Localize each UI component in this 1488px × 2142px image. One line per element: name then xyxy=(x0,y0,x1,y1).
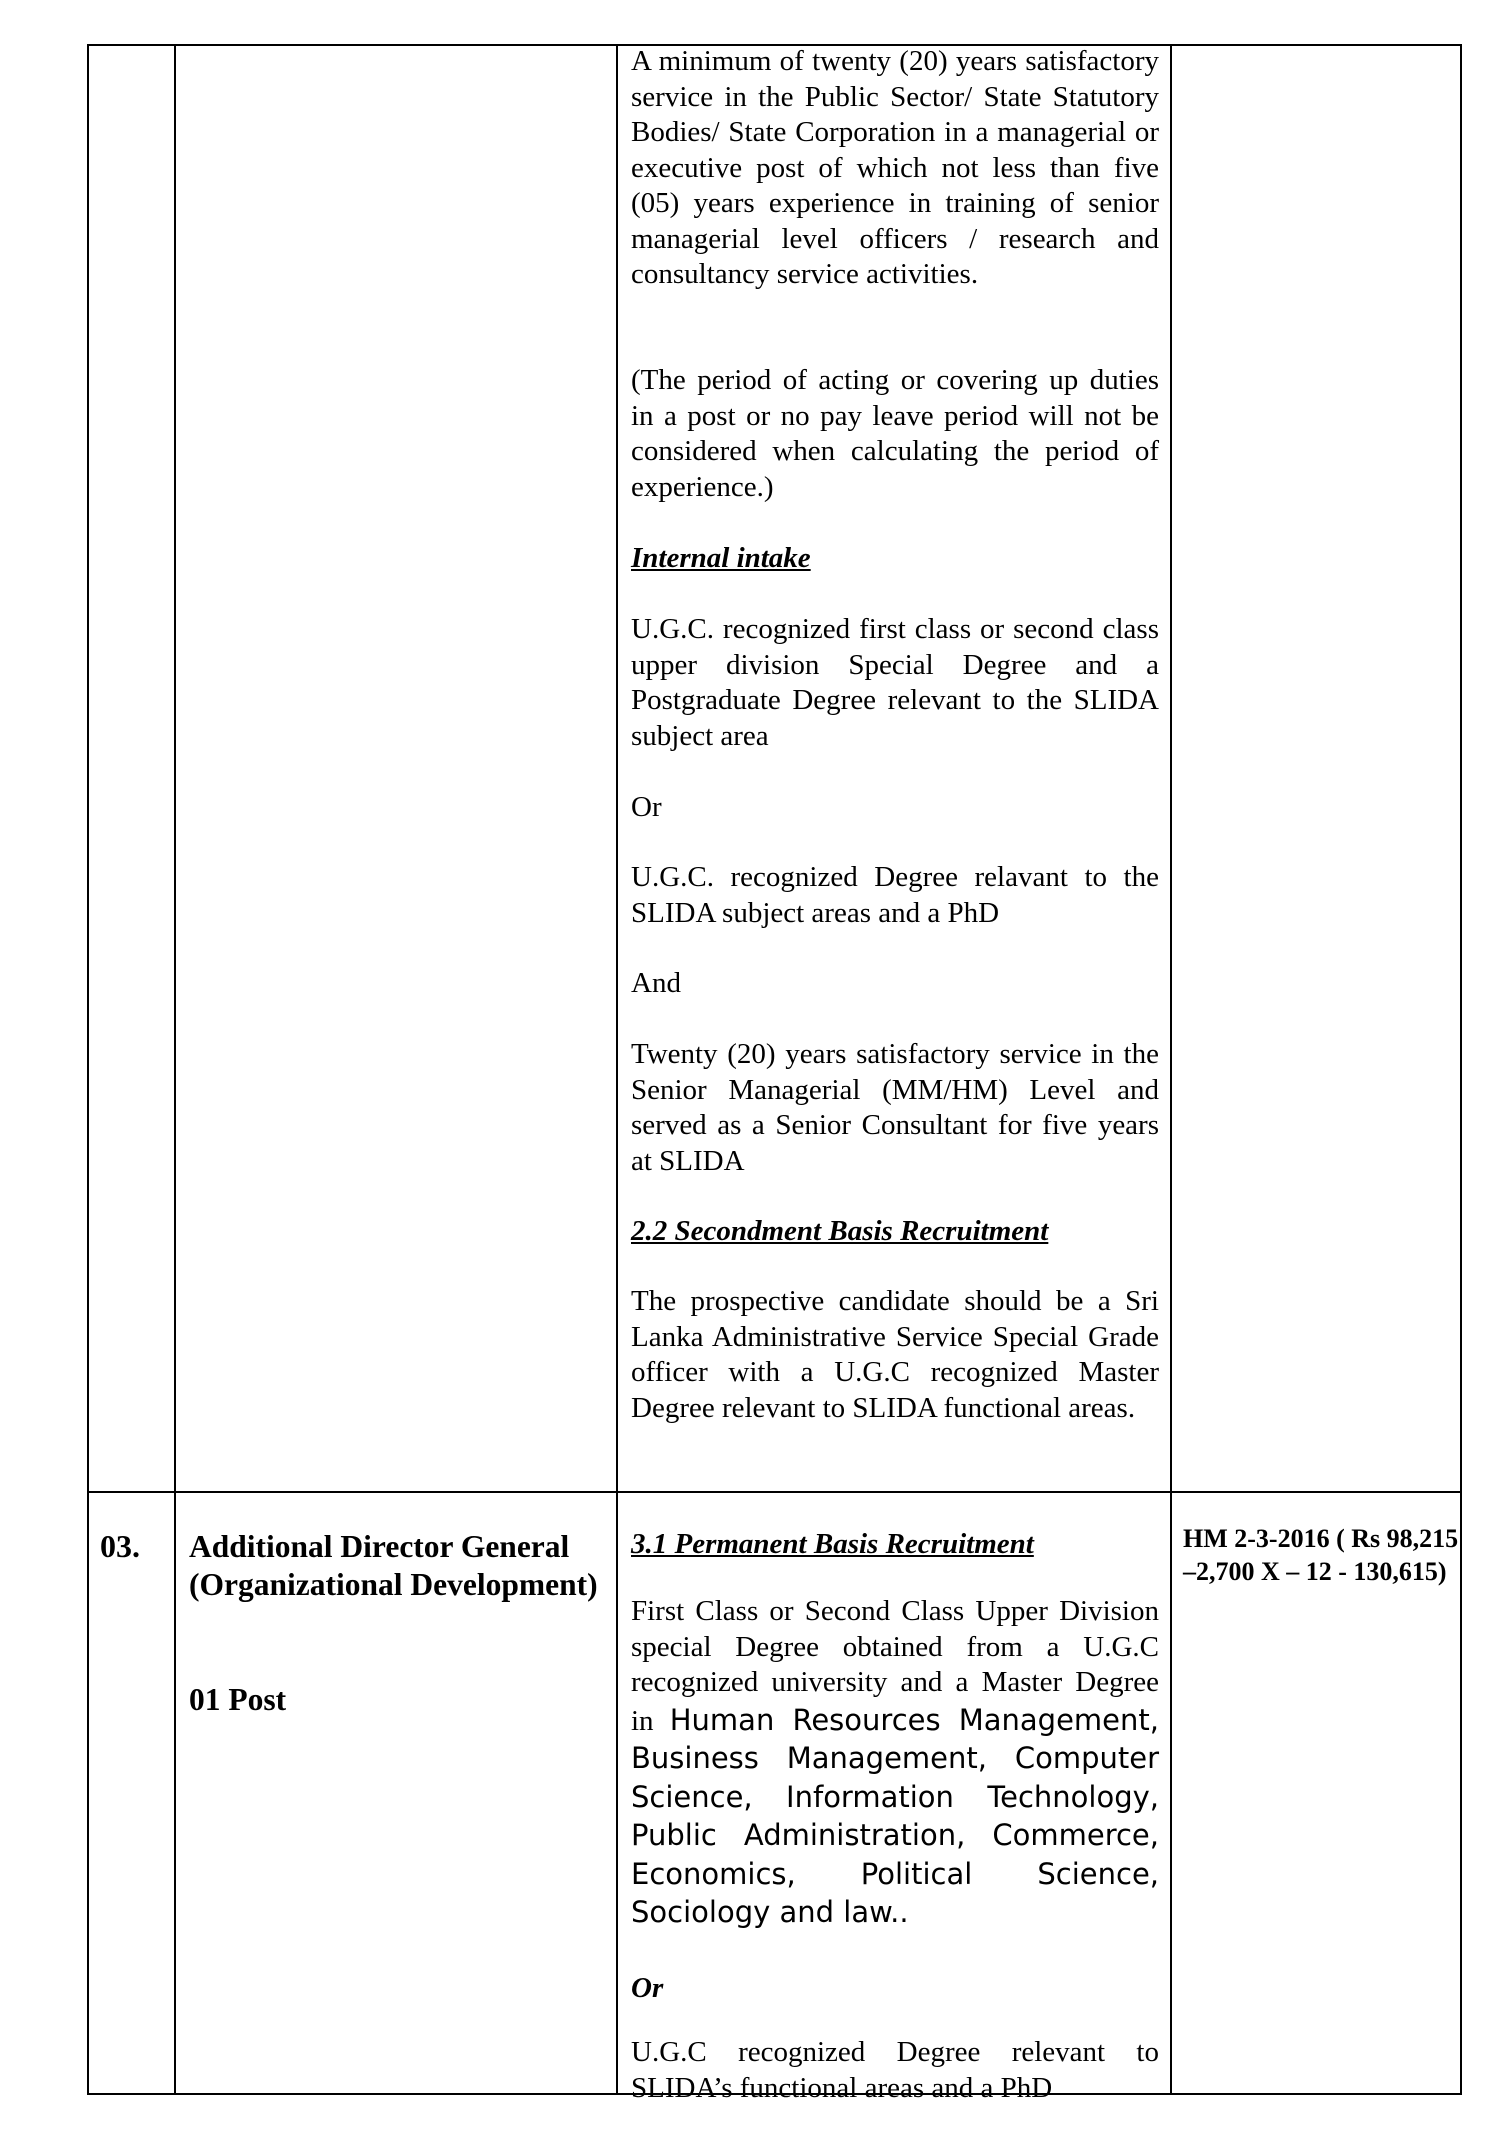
secondment-heading: 2.2 Secondment Basis Recruitment xyxy=(631,1215,1049,1247)
acting-period-note: (The period of acting or covering up duties in a post or no pay leave period will not be considered when calculating the period of experience.) xyxy=(631,364,1159,503)
internal-degree-requirement: U.G.C. recognized first class or second class upper division Special Degree and a Postgraduate Degree relevant to the SLIDA subject area xyxy=(631,613,1159,752)
degree-requirement xyxy=(631,1594,1159,1932)
post-count: 01 Post xyxy=(189,1682,287,1717)
internal-intake-heading: Internal intake xyxy=(631,542,811,574)
row-number: 03. xyxy=(100,1528,140,1564)
column-divider-1 xyxy=(174,44,176,2095)
table-border-right xyxy=(1460,44,1462,2095)
table-border-left xyxy=(87,44,89,2095)
or-separator: Or xyxy=(631,791,662,823)
column-divider-3 xyxy=(1170,44,1172,2095)
senior-service-requirement: Twenty (20) years satisfactory service in the Senior Managerial (MM/HM) Level and served as a Senior Consultant for five years at SLIDA xyxy=(631,1038,1159,1177)
phd-alternative: U.G.C recognized Degree relevant to SLIDA’s functional areas and a PhD xyxy=(631,2036,1159,2104)
qualifications-cell-row-2 xyxy=(631,1491,1159,2104)
or-label: Or xyxy=(631,1972,664,2004)
and-separator: And xyxy=(631,967,681,999)
salary-scale: HM 2-3-2016 ( Rs 98,215 –2,700 X – 12 - 130,615) xyxy=(1183,1524,1459,1586)
phd-requirement: U.G.C. recognized Degree relavant to the SLIDA subject areas and a PhD xyxy=(631,861,1159,929)
permanent-basis-heading: 3.1 Permanent Basis Recruitment xyxy=(631,1528,1034,1560)
secondment-requirement: The prospective candidate should be a Sri Lanka Administrative Service Special Grade officer with a U.G.C recognized Master Degree relevant to SLIDA functional areas. xyxy=(631,1285,1159,1424)
experience-requirement: A minimum of twenty (20) years satisfactory service in the Public Sector/ State Statutory Bodies/ State Corporation in a managerial or executive post of which not less than five (05) years experience in training of senior managerial level officers / research and consultancy service activities. xyxy=(631,45,1159,290)
subject-fields: Human Resources Management, Business Management, Computer Science, Information Technology, Public Administration, Commerce, Economics, Political Science, Sociology and law.. xyxy=(631,1702,1159,1929)
post-title: Additional Director General (Organizational Development) xyxy=(189,1529,598,1602)
qualifications-cell-row-1 xyxy=(631,0,1159,1490)
column-divider-2 xyxy=(616,44,618,2095)
degree-requirement-text: First Class or Second Class Upper Division special Degree obtained from a U.G.C recognized university and a Master Degree in xyxy=(631,1595,1159,1737)
